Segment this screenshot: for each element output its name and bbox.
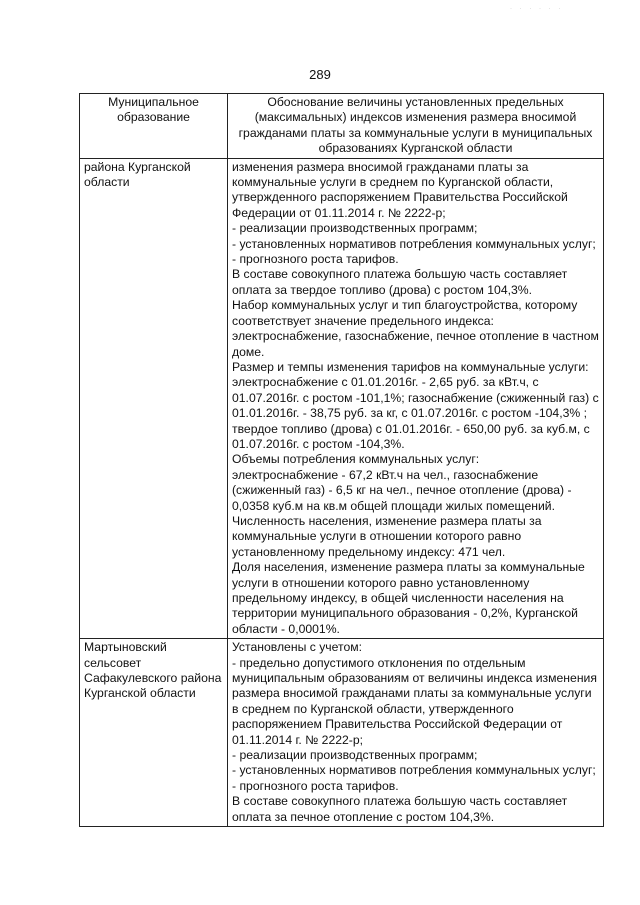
column-header-municipality: Муниципальное образование: [80, 94, 228, 159]
paragraph: - предельно допустимого отклонения по отдельным муниципальным образованиям от величины индекса изменения размера вносимой гражданами платы за коммунальные услуги в среднем по Курганской области, утвержденного распоряжением Правительства Российской Федерации от 01.11.2014 г. № 2222-р;: [232, 655, 597, 747]
paragraph: электроснабжение - 67,2 кВт.ч на чел., газоснабжение (сжиженный газ) - 6,5 кг на чел., печное отопление (дрова) - 0,0358 куб.м на кв.м общей площади жилых помещений.: [232, 467, 572, 513]
paragraph: Размер и темпы изменения тарифов на коммунальные услуги:: [232, 359, 589, 374]
paragraph: Объемы потребления коммунальных услуг:: [232, 452, 480, 467]
justification-table: [79, 93, 604, 827]
paragraph: - прогнозного роста тарифов.: [232, 252, 399, 267]
municipality-cell: Мартыновский сельсовет Сафакулевского района Курганской области: [80, 639, 228, 827]
paragraph: В составе совокупного платежа большую часть составляет оплата за твердое топливо (дрова) с ростом 104,3%.: [232, 267, 568, 297]
justification-cell: [228, 158, 604, 639]
paragraph: изменения размера вносимой гражданами платы за коммунальные услуги в среднем по Курганской области, утвержденного распоряжением Правительства Российской Федерации от 01.11.2014 г. № 2222-р;: [232, 159, 568, 220]
scan-artifact: · · · · · ·: [510, 6, 564, 12]
paragraph: - реализации производственных программ;: [232, 221, 478, 236]
table-header-row: [80, 94, 604, 159]
paragraph: - реализации производственных программ;: [232, 748, 478, 763]
paragraph: Установлены с учетом:: [232, 640, 362, 655]
justification-cell: [228, 639, 604, 827]
paragraph: Доля населения, изменение размера платы за коммунальные услуги в отношении которого равно установленному предельному индексу, в общей численности населения на территории муниципального образования - 0,2%, Курганской области - 0,0001%.: [232, 560, 585, 636]
table-row: [80, 639, 604, 827]
paragraph: - прогнозного роста тарифов.: [232, 778, 399, 793]
column-header-justification: Обоснование величины установленных предельных (максимальных) индексов изменения размера вносимой гражданами платы за коммунальные услуги в муниципальных образованиях Курганской области: [228, 94, 604, 159]
paragraph: - установленных нормативов потребления коммунальных услуг;: [232, 763, 596, 778]
paragraph: Численность населения, изменение размера платы за коммунальные услуги в отношении которого равно установленному предельному индексу: 471 чел.: [232, 513, 542, 559]
paragraph: В составе совокупного платежа большую часть составляет оплата за печное отопление с ростом 104,3%.: [232, 794, 568, 824]
page-number: 289: [309, 67, 331, 82]
paragraph: - установленных нормативов потребления коммунальных услуг;: [232, 236, 596, 251]
municipality-cell: района Курганской области: [80, 158, 228, 639]
table-row: [80, 158, 604, 639]
paragraph: электроснабжение с 01.01.2016г. - 2,65 руб. за кВт.ч, с 01.07.2016г. с ростом -101,1%; газоснабжение (сжиженный газ) с 01.01.2016г. - 38,75 руб. за кг, с 01.07.2016г. с ростом -104,3% ; твердое топливо (дрова) с 01.01.2016г. - 650,00 руб. за куб.м, с 01.07.2016г. с ростом -104,3%.: [232, 375, 599, 451]
paragraph: Набор коммунальных услуг и тип благоустройства, которому соответствует значение предельного индекса: электроснабжение, газоснабжение, печное отопление в частном доме.: [232, 298, 599, 359]
